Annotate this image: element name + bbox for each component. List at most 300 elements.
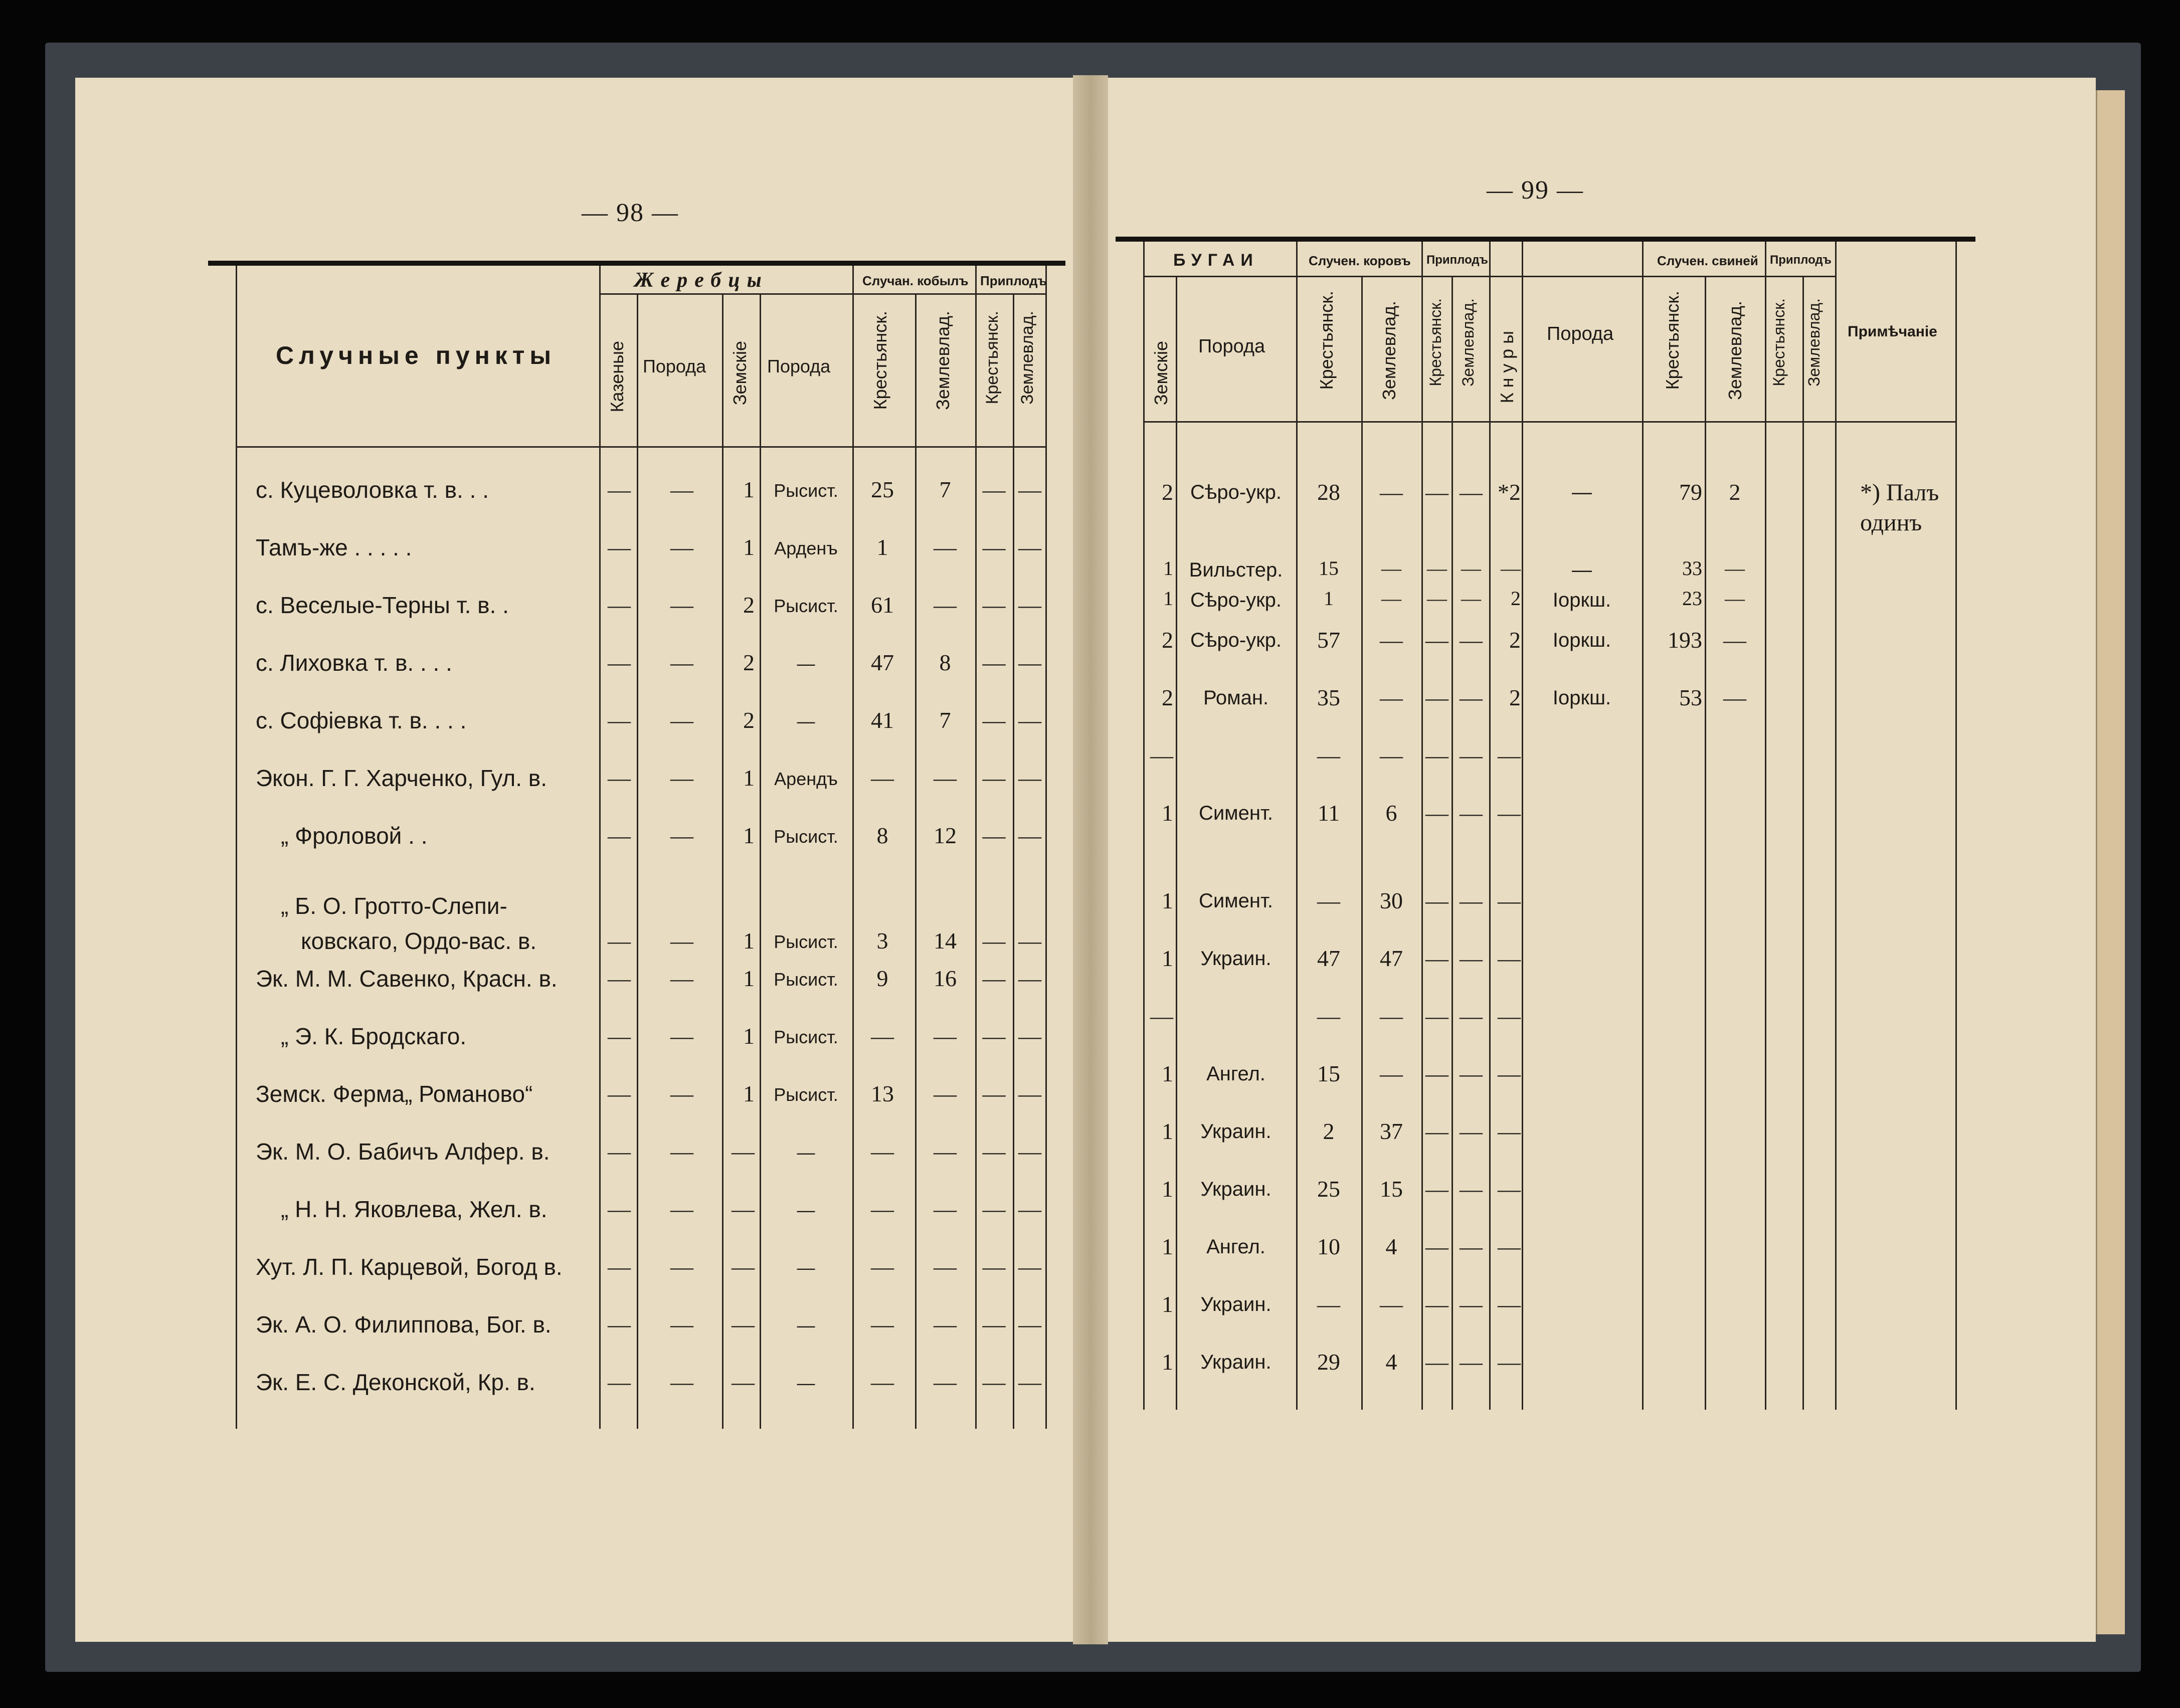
cell-r-boars: — [1498, 1234, 1521, 1259]
cell-zemsk: 2 [743, 592, 755, 618]
cell-peasant: — [871, 765, 894, 791]
cell-landowner: 8 [939, 650, 951, 675]
cell-r-landowner: 4 [1385, 1234, 1397, 1259]
cell-r-peasant: — [1317, 742, 1340, 768]
cell-r-zemsk: 1 [1162, 1118, 1173, 1144]
cell-r-boars: — [1498, 742, 1521, 768]
cell-note-cont: одинъ [1860, 509, 1922, 536]
cell-r-peasant2: — [1425, 627, 1448, 653]
cell-r-peasant3: 33 [1682, 557, 1702, 580]
cell-landowner: 7 [939, 477, 951, 502]
row-point-name: „ Э. К. Бродскаго. [281, 1023, 467, 1049]
cell-r-landowner: 47 [1380, 945, 1403, 971]
cell-r-landowner2: — [1461, 587, 1481, 610]
cell-landowner: 12 [934, 823, 957, 848]
cell-landowner: 7 [939, 707, 951, 733]
cell-breed2: Рысист. [774, 826, 838, 847]
cell-peasant2: — [982, 765, 1006, 791]
cell-zemsk: 1 [743, 534, 755, 560]
cell-breed1: — [670, 1369, 693, 1395]
cell-landowner2: — [1018, 534, 1041, 560]
cell-r-zemsk: 1 [1162, 1176, 1173, 1202]
right-vline [1296, 242, 1298, 1410]
cell-r-landowner: — [1380, 627, 1403, 653]
cell-r-peasant3: 79 [1679, 479, 1702, 505]
cell-landowner2: — [1018, 1369, 1041, 1395]
cell-r-landowner: — [1380, 742, 1403, 768]
cell-state: — [608, 1081, 631, 1106]
cell-peasant2: — [982, 1023, 1006, 1049]
row-point-name: Тамъ-же . . . . . [256, 534, 412, 560]
cell-r-landowner2: — [1460, 1349, 1483, 1375]
cell-landowner2: — [1018, 928, 1041, 954]
cell-r-landowner2: — [1460, 627, 1483, 653]
cell-r-landowner: 4 [1385, 1349, 1397, 1375]
right-vline [1835, 242, 1837, 1410]
header-points: Случные пункты [276, 341, 557, 369]
cell-r-landowner2: — [1460, 1061, 1483, 1086]
cell-breed1: — [670, 928, 693, 954]
cell-r-landowner2: — [1460, 1176, 1483, 1202]
cell-state: — [608, 765, 631, 791]
header-r-zemsk: Земскіе [1151, 341, 1171, 406]
cell-r-peasant2: — [1425, 945, 1448, 971]
right-page [1098, 78, 2096, 1642]
row-point-name: с. Лиховка т. в. . . . [256, 650, 452, 676]
header-landowner: Землевлад. [933, 311, 953, 410]
row-point-name: Эк. А. О. Филиппова, Бог. в. [256, 1311, 552, 1338]
cell-zemsk: — [732, 1311, 755, 1337]
cell-note: *) Палъ [1860, 479, 1939, 506]
cell-r-boars: — [1498, 800, 1521, 826]
cell-r-landowner2: — [1460, 742, 1483, 768]
cell-landowner2: — [1018, 592, 1041, 618]
cell-state: — [608, 1138, 631, 1164]
cell-r-landowner: — [1380, 685, 1403, 710]
cell-r-peasant: 15 [1317, 1061, 1340, 1086]
cell-breed2: — [797, 1257, 815, 1278]
cell-landowner: — [934, 592, 957, 618]
cell-landowner: 16 [934, 966, 957, 991]
cell-peasant: 8 [876, 823, 888, 848]
cell-breed2: Арендъ [774, 769, 838, 789]
left-hline [236, 446, 1045, 448]
cell-breed2: Рысист. [774, 596, 838, 616]
cell-landowner2: — [1018, 765, 1041, 791]
cell-r-boars: 2 [1509, 685, 1521, 710]
cell-r-breed: Украин. [1200, 947, 1271, 970]
header-r-landowner: Землевлад. [1379, 301, 1399, 400]
cell-r-landowner: 6 [1385, 800, 1397, 826]
cell-r-boars: — [1498, 1061, 1521, 1086]
right-vline [1522, 242, 1523, 1410]
header-zemsk: Земскіе [730, 341, 750, 406]
cell-r-breed: Сѣро-укр. [1190, 629, 1282, 651]
header-offspring-pigs: Приплодъ [1770, 253, 1832, 267]
right-vline [1642, 242, 1644, 1410]
row-point-name: Эк. Е. С. Деконской, Кр. в. [256, 1369, 535, 1395]
cell-r-peasant: 2 [1323, 1118, 1335, 1144]
row-point-name: Эк. М. О. Бабичъ Алфер. в. [256, 1138, 550, 1165]
cell-state: — [608, 966, 631, 991]
cell-breed1: — [670, 592, 693, 618]
cell-r-peasant2: — [1425, 1061, 1448, 1086]
cell-peasant: — [871, 1138, 894, 1164]
cell-r-landowner3: — [1723, 685, 1746, 710]
header-r-peasant: Крестьянск. [1316, 291, 1337, 390]
right-vline [1955, 242, 1957, 1410]
left-vline [1045, 266, 1047, 1429]
right-vline [1451, 276, 1453, 1410]
cell-r-peasant2: — [1425, 479, 1448, 505]
cell-r-peasant2: — [1425, 1234, 1448, 1259]
cell-r-breed: Сѣро-укр. [1190, 481, 1282, 503]
left-vline [915, 293, 917, 1429]
cell-landowner: — [934, 1138, 957, 1164]
cell-landowner: — [934, 1023, 957, 1049]
cell-r-peasant2: — [1425, 1176, 1448, 1202]
right-vline [1421, 242, 1423, 1410]
cell-landowner: — [934, 1254, 957, 1279]
cell-r-peasant: 15 [1319, 557, 1339, 580]
cell-r-landowner: 15 [1380, 1176, 1403, 1202]
header-r-landowner2: Землевлад. [1459, 298, 1477, 387]
cell-r-landowner: 30 [1380, 888, 1403, 913]
left-vline [975, 266, 977, 1429]
cell-r-pig-breed: Іоркш. [1552, 589, 1611, 611]
cell-peasant: — [871, 1311, 894, 1337]
right-vline [1489, 242, 1491, 1410]
cell-r-peasant2: — [1425, 685, 1448, 710]
cell-peasant2: — [982, 966, 1006, 991]
row-point-name: с. Софіевка т. в. . . . [256, 707, 467, 733]
cell-r-peasant: 35 [1317, 685, 1340, 710]
cell-r-boars: *2 [1498, 479, 1521, 505]
cell-breed2: — [797, 1373, 815, 1393]
cell-r-peasant2: — [1425, 1349, 1448, 1375]
cell-state: — [608, 928, 631, 954]
cell-breed1: — [670, 1023, 693, 1049]
cell-landowner: — [934, 765, 957, 791]
row-point-name: „ Фроловой . . [281, 823, 428, 849]
cell-zemsk: 1 [743, 966, 755, 991]
cell-peasant: 1 [876, 534, 888, 560]
row-point-name: Земск. Ферма„ Романово“ [256, 1081, 533, 1107]
cell-r-zemsk: 1 [1162, 1234, 1173, 1259]
cell-zemsk: 2 [743, 707, 755, 733]
right-page-number: — 99 — [1487, 176, 1584, 205]
cell-peasant: — [871, 1023, 894, 1049]
cell-r-peasant: — [1317, 888, 1340, 913]
cell-state: — [608, 707, 631, 733]
right-vline [1143, 242, 1145, 1410]
cell-zemsk: 1 [743, 1081, 755, 1106]
header-peasant2: Крестьянск. [983, 311, 1002, 405]
cell-peasant: 25 [871, 477, 894, 502]
cell-state: — [608, 477, 631, 502]
cell-r-zemsk: 1 [1162, 888, 1173, 913]
cell-r-pig-breed: Іоркш. [1552, 687, 1611, 709]
row-point-name: Хут. Л. П. Карцевой, Богод в. [256, 1254, 563, 1280]
right-vline [1176, 276, 1177, 1410]
header-state: Казеные [607, 341, 627, 413]
cell-zemsk: 2 [743, 650, 755, 675]
row-point-name: „ Н. Н. Яковлева, Жел. в. [281, 1196, 548, 1222]
cell-landowner2: — [1018, 1311, 1041, 1337]
cell-r-peasant2: — [1425, 1118, 1448, 1144]
header-stallions: Жеребцы [634, 269, 769, 292]
book-spine [1073, 75, 1108, 1644]
cell-landowner2: — [1018, 1138, 1041, 1164]
cell-peasant2: — [982, 1311, 1006, 1337]
cell-r-peasant: 10 [1317, 1234, 1340, 1259]
cell-state: — [608, 1023, 631, 1049]
header-pigs: Случен. свиней [1657, 253, 1758, 268]
cell-peasant2: — [982, 707, 1006, 733]
cell-r-peasant3: 193 [1668, 627, 1702, 653]
cell-peasant2: — [982, 1369, 1006, 1395]
cell-breed1: — [670, 1311, 693, 1337]
cell-r-peasant2: — [1425, 800, 1448, 826]
cell-peasant2: — [982, 477, 1006, 502]
cell-r-breed: Роман. [1203, 687, 1269, 709]
right-hline [1143, 421, 1955, 423]
cell-zemsk: 1 [743, 765, 755, 791]
header-pig-breed: Порода [1547, 323, 1614, 344]
cell-peasant: 41 [871, 707, 894, 733]
cell-r-landowner2: — [1461, 557, 1481, 580]
cell-zemsk: — [732, 1369, 755, 1395]
cell-breed1: — [670, 650, 693, 675]
cell-zemsk: — [732, 1254, 755, 1279]
cell-r-peasant3: 53 [1679, 685, 1702, 710]
header-r-landowner4: Землевлад. [1805, 298, 1823, 387]
cell-state: — [608, 1254, 631, 1279]
cell-r-breed: Симент. [1198, 802, 1274, 824]
cell-state: — [608, 650, 631, 675]
left-vline [599, 266, 601, 1429]
header-breed2: Порода [767, 356, 831, 376]
header-boars: Кнуры [1497, 326, 1517, 404]
cell-r-landowner: — [1381, 587, 1401, 610]
cell-r-zemsk: 1 [1162, 1061, 1173, 1086]
cell-state: — [608, 534, 631, 560]
cell-r-peasant: — [1317, 1291, 1340, 1317]
header-cows: Случен. коровъ [1309, 253, 1411, 268]
cell-r-zemsk: 1 [1162, 1349, 1173, 1375]
cell-r-zemsk: — [1150, 1003, 1173, 1029]
cell-state: — [608, 823, 631, 848]
cell-breed1: — [670, 966, 693, 991]
cell-r-zemsk: 1 [1162, 945, 1173, 971]
cell-r-peasant2: — [1425, 1003, 1448, 1029]
cell-landowner: — [934, 1081, 957, 1106]
cell-peasant2: — [982, 1254, 1006, 1279]
cell-r-zemsk: — [1150, 742, 1173, 768]
cell-r-breed: Сѣро-укр. [1190, 589, 1282, 611]
cell-landowner2: — [1018, 1254, 1041, 1279]
header-r-landowner3: Землевлад. [1725, 301, 1745, 400]
cell-r-peasant2: — [1425, 1291, 1448, 1317]
header-r-peasant3: Крестьянск. [1662, 291, 1683, 390]
cell-r-landowner2: — [1460, 1118, 1483, 1144]
cell-peasant: — [871, 1196, 894, 1222]
cell-r-peasant2: — [1425, 742, 1448, 768]
cell-breed1: — [670, 1081, 693, 1106]
cell-r-landowner: — [1381, 557, 1401, 580]
cell-r-breed: Украин. [1200, 1293, 1271, 1315]
header-mares: Случан. кобылъ [862, 273, 969, 288]
right-table-top-rule [1116, 237, 1975, 242]
cell-r-landowner2: — [1460, 685, 1483, 710]
header-offspring: Приплодъ [980, 273, 1047, 288]
cell-state: — [608, 592, 631, 618]
cell-r-peasant2: — [1425, 888, 1448, 913]
cell-r-breed: Ангел. [1206, 1063, 1265, 1085]
cell-zemsk: 1 [743, 823, 755, 848]
cell-r-boars: — [1498, 888, 1521, 913]
cell-landowner: — [934, 534, 957, 560]
cell-breed1: — [670, 1196, 693, 1222]
cell-breed2: Арденъ [774, 538, 838, 558]
cell-peasant: 3 [876, 928, 888, 954]
cell-r-landowner3: — [1723, 627, 1746, 653]
cell-r-landowner: 37 [1380, 1118, 1403, 1144]
cell-r-landowner2: — [1460, 479, 1483, 505]
cell-breed1: — [670, 707, 693, 733]
cell-peasant: — [871, 1254, 894, 1279]
header-note: Примѣчаніе [1848, 323, 1937, 340]
header-offspring-cattle: Приплодъ [1426, 253, 1488, 267]
cell-r-landowner2: — [1460, 1234, 1483, 1259]
cell-peasant2: — [982, 592, 1006, 618]
cell-r-peasant: 25 [1317, 1176, 1340, 1202]
cell-breed1: — [670, 534, 693, 560]
header-peasant: Крестьянск. [870, 311, 890, 410]
row-point-name: „ Б. О. Гротто-Слепи- [281, 893, 507, 919]
left-vline [760, 293, 761, 1429]
cell-r-boars: 2 [1511, 587, 1521, 610]
left-vline [236, 266, 237, 1429]
cell-r-zemsk: 2 [1162, 479, 1173, 505]
left-table-top-rule [208, 261, 1065, 266]
left-vline [1013, 293, 1014, 1429]
cell-r-landowner2: — [1460, 888, 1483, 913]
cell-peasant2: — [982, 1138, 1006, 1164]
cell-zemsk: 1 [743, 928, 755, 954]
cell-breed2: — [797, 1315, 815, 1336]
cell-r-landowner: — [1380, 1291, 1403, 1317]
header-bull-breed: Порода [1198, 336, 1265, 357]
cell-landowner2: — [1018, 477, 1041, 502]
cell-breed2: — [797, 711, 815, 731]
cell-peasant2: — [982, 534, 1006, 560]
cell-landowner2: — [1018, 707, 1041, 733]
cell-peasant2: — [982, 1196, 1006, 1222]
cell-r-boars: 2 [1509, 627, 1521, 653]
cell-r-boars: — [1498, 1118, 1521, 1144]
cell-r-breed: Украин. [1200, 1351, 1271, 1373]
cell-r-boars: — [1498, 1291, 1521, 1317]
cell-breed2: Рысист. [774, 480, 838, 501]
cell-r-peasant2: — [1427, 557, 1447, 580]
header-r-peasant4: Крестьянск. [1770, 298, 1788, 387]
cell-r-zemsk: 2 [1162, 627, 1173, 653]
cell-zemsk: 1 [743, 1023, 755, 1049]
cell-r-breed: Вильстер. [1189, 559, 1283, 581]
cell-r-landowner2: — [1460, 800, 1483, 826]
cell-r-landowner: — [1380, 479, 1403, 505]
right-hline [1143, 276, 1835, 277]
cell-breed2: Рысист. [774, 931, 838, 952]
page-edge [2096, 90, 2125, 1634]
header-landowner2: Землевлад. [1018, 311, 1037, 405]
cell-breed2: — [797, 1142, 815, 1163]
cell-state: — [608, 1196, 631, 1222]
cell-landowner: — [934, 1369, 957, 1395]
cell-landowner2: — [1018, 966, 1041, 991]
cell-r-landowner3: 2 [1729, 479, 1741, 505]
cell-peasant: 9 [876, 966, 888, 991]
cell-r-pig-breed: Іоркш. [1552, 629, 1611, 651]
header-bulls: БУГАИ [1173, 251, 1259, 270]
cell-breed1: — [670, 477, 693, 502]
left-page-number: — 98 — [582, 199, 679, 227]
cell-breed1: — [670, 823, 693, 848]
cell-r-boars: — [1498, 1176, 1521, 1202]
right-vline [1765, 242, 1766, 1410]
row-point-name: Эк. М. М. Савенко, Красн. в. [256, 966, 558, 992]
header-r-peasant2: Крестьянск. [1426, 298, 1444, 387]
cell-breed1: — [670, 1138, 693, 1164]
cell-r-peasant: 11 [1317, 800, 1340, 826]
row-point-name: с. Куцеволовка т. в. . . [256, 477, 489, 503]
cell-state: — [608, 1369, 631, 1395]
cell-landowner2: — [1018, 1023, 1041, 1049]
cell-zemsk: — [732, 1196, 755, 1222]
cell-breed2: — [797, 653, 815, 674]
cell-r-zemsk: 2 [1162, 685, 1173, 710]
cell-r-boars: — [1498, 1003, 1521, 1029]
cell-breed2: Рысист. [774, 1084, 838, 1105]
cell-r-landowner: — [1380, 1003, 1403, 1029]
cell-r-zemsk: 1 [1162, 800, 1173, 826]
cell-landowner2: — [1018, 1196, 1041, 1222]
cell-r-peasant: 28 [1317, 479, 1340, 505]
cell-r-landowner2: — [1460, 1291, 1483, 1317]
cell-peasant2: — [982, 823, 1006, 848]
cell-r-breed: Ангел. [1206, 1236, 1265, 1258]
cell-breed1: — [670, 765, 693, 791]
cell-r-landowner2: — [1460, 1003, 1483, 1029]
cell-breed2: Рысист. [774, 969, 838, 990]
cell-peasant2: — [982, 928, 1006, 954]
cell-r-peasant: — [1317, 1003, 1340, 1029]
cell-r-pig-breed: — [1572, 559, 1592, 581]
cell-r-zemsk: 1 [1163, 557, 1173, 580]
cell-r-pig-breed: — [1572, 481, 1592, 503]
cell-landowner: — [934, 1196, 957, 1222]
left-vline [722, 293, 723, 1429]
cell-r-breed: Украин. [1200, 1178, 1271, 1200]
row-point-name: с. Веселые-Терны т. в. . [256, 592, 509, 618]
right-vline [1802, 276, 1804, 1410]
cell-state: — [608, 1311, 631, 1337]
cell-r-landowner3: — [1725, 587, 1745, 610]
cell-r-breed: Симент. [1198, 890, 1274, 912]
cell-r-landowner: — [1380, 1061, 1403, 1086]
cell-breed2: Рысист. [774, 1027, 838, 1047]
